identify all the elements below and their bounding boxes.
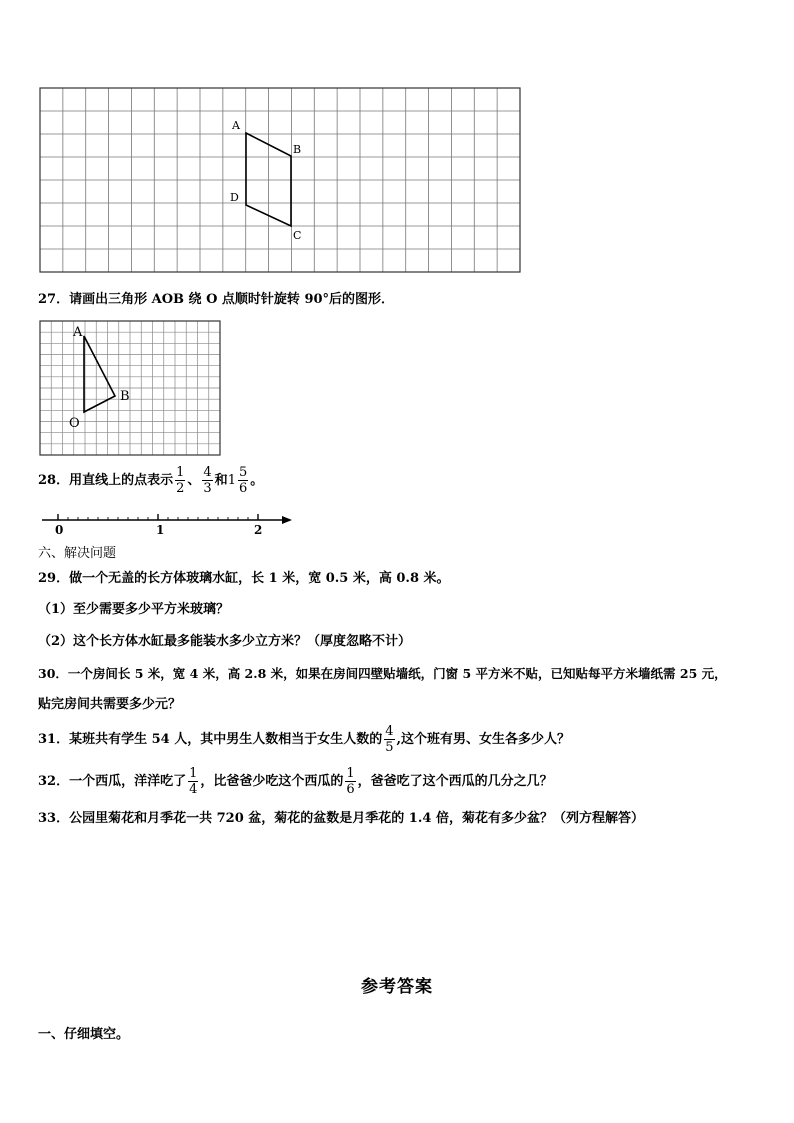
fraction-4-3: $\frac{4}{3}$ bbox=[203, 465, 212, 496]
question-29-sub-2: （2）这个长方体水缸最多能装水多少立方米？（厚度忽略不计） bbox=[38, 634, 412, 649]
label-d: D bbox=[230, 191, 239, 204]
grid-figure-abcd bbox=[39, 87, 523, 275]
grid-figure-aob bbox=[39, 320, 223, 458]
axis-label-2: 2 bbox=[254, 523, 263, 537]
question-32-text: 32．一个西瓜，洋洋吃了 bbox=[38, 774, 187, 789]
answers-title: 参考答案 bbox=[361, 977, 433, 997]
label-c: C bbox=[293, 229, 302, 242]
label-a: A bbox=[73, 325, 83, 340]
fraction-4-5: $\frac{4}{5}$ bbox=[385, 724, 394, 755]
label-a: A bbox=[232, 119, 240, 132]
question-28: 28．用直线上的点表示 $\frac{1}{2}$ 、 $\frac{4}{3}$ 和1 $\frac{5}{6}$ 。 bbox=[38, 465, 264, 496]
label-o: O bbox=[69, 416, 80, 431]
number-line bbox=[40, 510, 296, 540]
section-6-title: 六、解决问题 bbox=[38, 546, 117, 561]
fraction-5-6: $\frac{5}{6}$ bbox=[238, 465, 248, 496]
axis-label-0: 0 bbox=[55, 523, 64, 537]
question-28-text: 28．用直线上的点表示 bbox=[38, 473, 174, 488]
question-30-line-1: 30．一个房间长 5 米，宽 4 米，高 2.8 米，如果在房间四壁贴墙纸，门窗 5 平方米不贴，已知贴每平方米墙纸需 25 元， bbox=[38, 666, 727, 681]
axis-label-1: 1 bbox=[156, 523, 165, 537]
question-31: 31．某班共有学生 54 人，其中男生人数相当于女生人数的 $\frac{4}{5}$ ,这个班有男、女生各多少人？ bbox=[38, 724, 571, 755]
fraction-1-2: $\frac{1}{2}$ bbox=[176, 465, 185, 496]
fraction-1-4: $\frac{1}{4}$ bbox=[189, 766, 198, 797]
question-29: 29．做一个无盖的长方体玻璃水缸，长 1 米，宽 0.5 米，高 0.8 米。 bbox=[38, 571, 450, 586]
triangle-aob bbox=[84, 336, 115, 412]
question-27: 27．请画出三角形 AOB 绕 O 点顺时针旋转 90°后的图形． bbox=[38, 292, 395, 307]
question-29-sub-1: （1）至少需要多少平方米玻璃？ bbox=[38, 602, 230, 617]
label-b: B bbox=[293, 143, 302, 156]
question-30-line-2: 贴完房间共需要多少元？ bbox=[38, 697, 182, 712]
label-b: B bbox=[120, 389, 130, 404]
question-33: 33．公园里菊花和月季花一共 720 盆，菊花的盆数是月季花的 1.4 倍，菊花有多少盆？（列方程解答） bbox=[38, 811, 644, 826]
question-31-text: 31．某班共有学生 54 人，其中男生人数相当于女生人数的 bbox=[38, 732, 383, 747]
fraction-1-6: $\frac{1}{6}$ bbox=[346, 766, 355, 797]
question-32: 32．一个西瓜，洋洋吃了 $\frac{1}{4}$ ，比爸爸少吃这个西瓜的 $\frac{1}{6}$ ，爸爸吃了这个西瓜的几分之几？ bbox=[38, 766, 553, 797]
answers-section-1: 一、仔细填空。 bbox=[38, 1027, 130, 1042]
